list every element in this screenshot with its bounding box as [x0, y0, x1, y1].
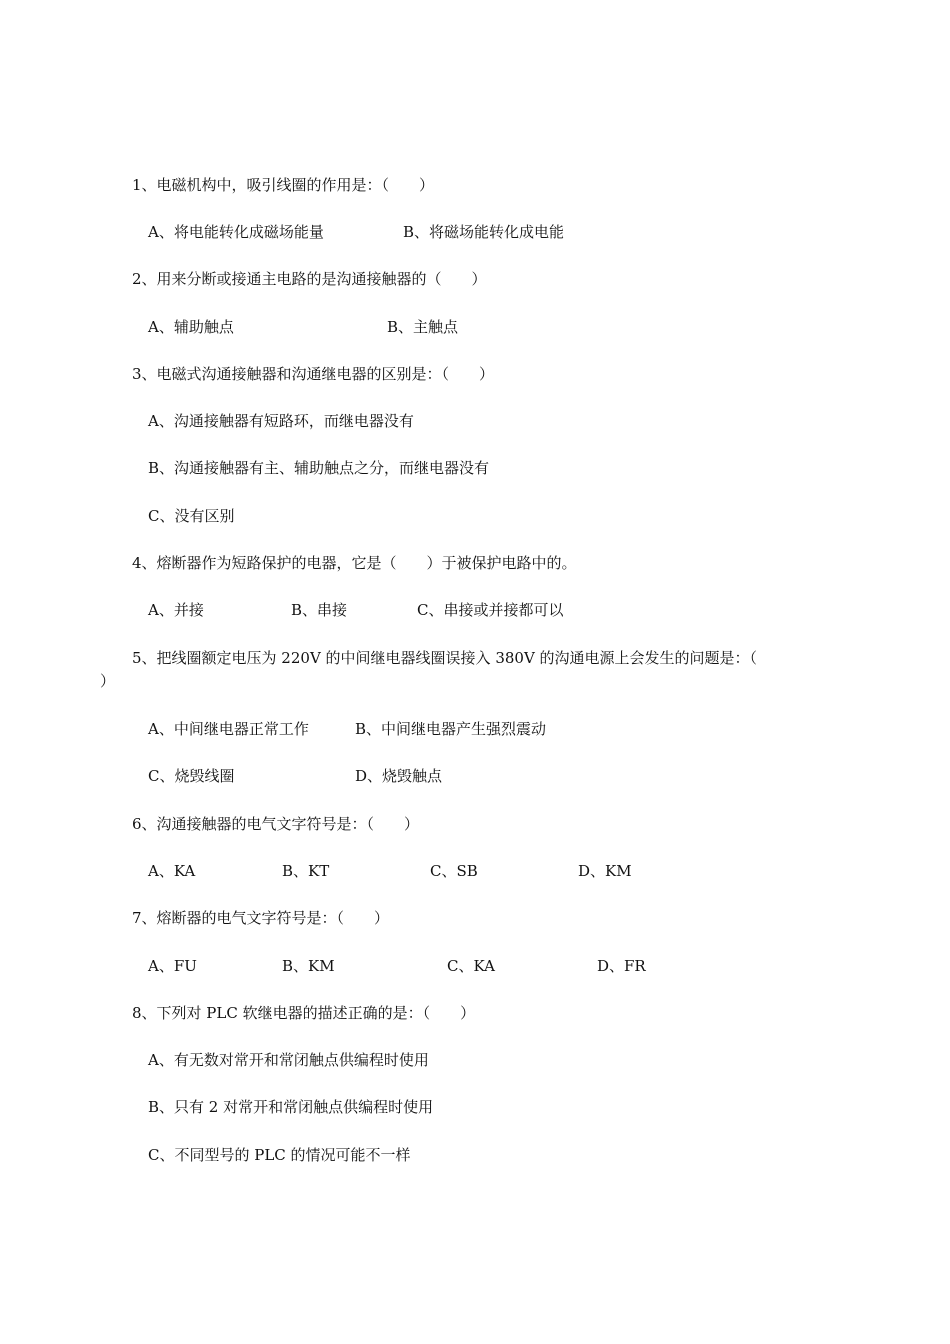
- question-7-stem: 7、熔断器的电气文字符号是：（ ）: [132, 909, 390, 927]
- question-6-stem: 6、沟通接触器的电气文字符号是：（ ）: [132, 815, 420, 833]
- question-2-option-b: B、主触点: [387, 318, 459, 336]
- question-3-option-b: B、沟通接触器有主、辅助触点之分，而继电器没有: [148, 459, 490, 477]
- question-4-stem: 4、熔断器作为短路保护的电器，它是（ ）于被保护电路中的。: [132, 554, 577, 572]
- question-8-option-c: C、不同型号的 PLC 的情况可能不一样: [148, 1146, 411, 1164]
- question-6-option-a: A、KA: [148, 862, 196, 880]
- question-5-stem-continuation: ）: [100, 672, 116, 690]
- question-5-option-c: C、烧毁线圈: [148, 767, 235, 785]
- question-6-option-b: B、KT: [282, 862, 330, 880]
- question-8-option-b: B、只有 2 对常开和常闭触点供编程时使用: [148, 1098, 434, 1116]
- question-3-option-a: A、沟通接触器有短路环，而继电器没有: [148, 412, 414, 430]
- question-5-stem: 5、把线圈额定电压为 220V 的中间继电器线圈误接入 380V 的沟通电源上会发生的问题是：（: [132, 649, 758, 667]
- question-3-stem: 3、电磁式沟通接触器和沟通继电器的区别是：（ ）: [132, 365, 495, 383]
- question-4-option-a: A、并接: [148, 601, 204, 619]
- question-7-option-a: A、FU: [148, 957, 197, 975]
- question-1-option-a: A、将电能转化成磁场能量: [148, 223, 324, 241]
- question-1-stem: 1、电磁机构中，吸引线圈的作用是：（ ）: [132, 176, 435, 194]
- question-7-option-d: D、FR: [597, 957, 646, 975]
- question-2-option-a: A、辅助触点: [148, 318, 234, 336]
- question-6-option-c: C、SB: [430, 862, 478, 880]
- question-2-stem: 2、用来分断或接通主电路的是沟通接触器的（ ）: [132, 270, 487, 288]
- question-8-stem: 8、下列对 PLC 软继电器的描述正确的是：（ ）: [132, 1004, 476, 1022]
- question-1-option-b: B、将磁场能转化成电能: [403, 223, 565, 241]
- question-5-option-b: B、中间继电器产生强烈震动: [355, 720, 547, 738]
- question-6-option-d: D、KM: [578, 862, 632, 880]
- question-4-option-b: B、串接: [291, 601, 348, 619]
- question-3-option-c: C、没有区别: [148, 507, 235, 525]
- question-4-option-c: C、串接或并接都可以: [417, 601, 564, 619]
- question-8-option-a: A、有无数对常开和常闭触点供编程时使用: [148, 1051, 429, 1069]
- question-7-option-c: C、KA: [447, 957, 495, 975]
- question-5-option-d: D、烧毁触点: [355, 767, 443, 785]
- question-7-option-b: B、KM: [282, 957, 335, 975]
- question-5-option-a: A、中间继电器正常工作: [148, 720, 309, 738]
